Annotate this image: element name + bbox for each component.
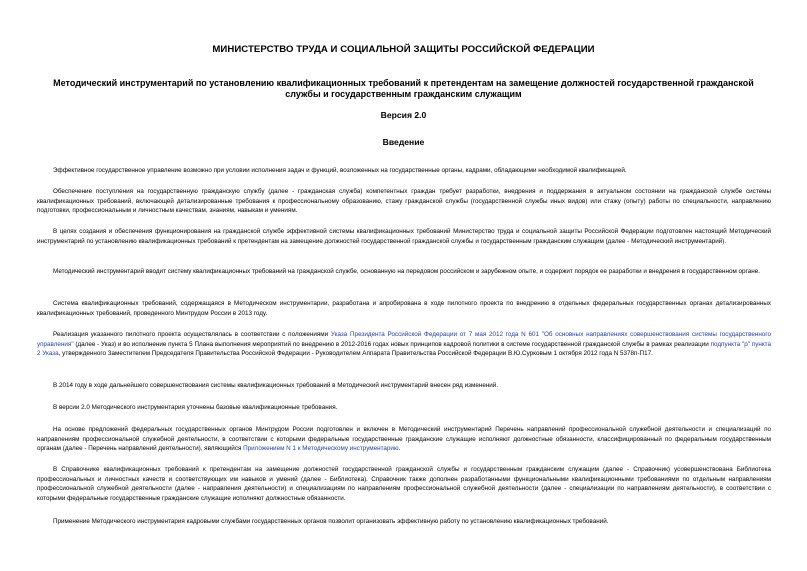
paragraph-6-text-b: (далее - Указ) и во исполнение пункта 5 Плана выполнения мероприятий по внедрению в 2012-2016 годах новых принципов кадровой политики в системе государственной гражданской службы в рамках реализации	[73, 340, 711, 348]
paragraph-4: Методический инструментарий вводит систему квалификационных требований на гражданской службе, основанную на передовом российском и зарубежном опыте, и содержит порядок ее разработки и внедрения в государственном органе.	[53, 268, 760, 275]
ministry-heading: МИНИСТЕРСТВО ТРУДА И СОЦИАЛЬНОЙ ЗАЩИТЫ РОССИЙСКОЙ ФЕДЕРАЦИИ	[212, 44, 595, 55]
section-heading-introduction: Введение	[382, 137, 425, 147]
version-label: Версия 2.0	[380, 110, 427, 120]
paragraph-6	[37, 330, 771, 359]
decree-601-link[interactable]: Указа Президента Российской Федерации от 7 мая 2012 года N 601 "Об основных направлениях совершенствования системы государственного управления"	[37, 331, 771, 348]
appendix-1-link[interactable]: Приложением N 1 к Методическому инструментарию	[243, 445, 399, 452]
paragraph-11: Применение Методического инструментария кадровыми службами государственных органов позволит организовать эффективную работу по установлению квалификационных требований.	[53, 518, 609, 525]
paragraph-9-text-a: На основе предложений федеральных государственных органов Минтрудом России подготовлен и включен в Методический инструментарий Перечень направлений профессиональной служебной деятельности и специализаций по направлениям профессиональной служебной деятельности, в соответствии с которыми федеральные государственные гражданские служащие исполняют должностные обязанности, классифицированный по федеральным государственным органам (далее - Перечень направлений деятельности), являющийся	[37, 426, 771, 452]
document-title: Методический инструментарий по установлению квалификационных требований к претендентам на замещение должностей государственной гражданской службы и государственным гражданским служащим	[53, 78, 754, 99]
paragraph-6-text-a: Реализация указанного пилотного проекта осуществлялась в соответствии с положениями	[53, 331, 331, 338]
paragraph-1: Эффективное государственное управление возможно при условии исполнения задач и функций, возложенных на государственные органы, кадрами, обладающими необходимой квалификацией.	[53, 167, 627, 174]
paragraph-8: В версии 2.0 Методического инструментария уточнены базовые квалификационные требования.	[53, 404, 338, 411]
paragraph-9	[37, 425, 771, 454]
paragraph-10: В Справочнике квалификационных требований к претендентам на замещение должностей государственной гражданской службы и государственным гражданским служащим (далее - Справочник) усовершенствована Библиотека профессиональных и личностных качеств и соответствующих им навыков и умений (далее - Библиотека). Справочник также дополнен разработанными функциональными квалификационными требованиями по отдельным направлениям профессиональной служебной деятельности (далее - направления деятельности) и специализациям по направлениям профессиональной служебной деятельности (далее - специализации по направлениям деятельности), в соответствии с которыми федеральные государственные гражданские служащие исполняют должностные обязанности.	[37, 466, 771, 502]
paragraph-5: Система квалификационных требований, содержащаяся в Методическом инструментарии, разработана и апробирована в ходе пилотного проекта по внедрению в отдельных федеральных государственных органах детализированных квалификационных требований, проведенного Минтрудом России в 2013 году.	[37, 300, 771, 317]
paragraph-2: Обеспечение поступления на государственную гражданскую службу (далее - гражданская служба) компетентных граждан требует разработки, внедрения и поддержания в актуальном состоянии на гражданской службе системы квалификационных требований, включающей детализированные требования к профессиональному образованию, стажу гражданской службы (государственной службы иных видов) или стажу (опыту) работы по специальности, направлению подготовки, профессиональным и личностным качествам, знаниям, навыкам и умениям.	[37, 188, 771, 214]
paragraph-9-text-b: .	[398, 445, 401, 452]
decree-subclause-link[interactable]: подпункта "р" пункта 2 Указа	[37, 340, 771, 357]
paragraph-3: В целях создания и обеспечения функционирования на гражданской службе эффективной системы квалификационных требований Министерство труда и социальной защиты Российской Федерации подготовлен настоящий Методический инструментарий по установлению квалификационных требований к претендентам на замещение должностей государственной гражданской службы и государственным гражданским служащим (далее - Методический инструментарий).	[37, 228, 771, 245]
paragraph-7: В 2014 году в ходе дальнейшего совершенствования системы квалификационных требований в Методический инструментарий внесен ряд изменений.	[53, 382, 499, 389]
paragraph-6-text-c: , утвержденного Заместителем Председателя Правительства Российской Федерации - Руководителем Аппарата Правительства Российской Федерации В.Ю.Сурковым 1 октября 2012 года N 5378п-П17.	[58, 350, 653, 357]
